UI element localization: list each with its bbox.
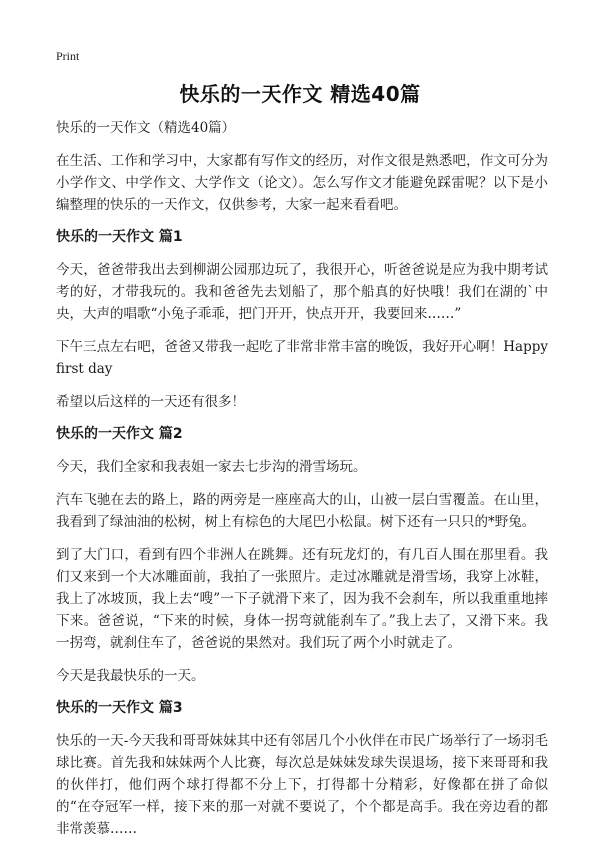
paragraph: 今天，爸爸带我出去到柳湖公园那边玩了，我很开心，听爸爸说是应为我中期考试考的好，才带我玩的。我和爸爸先去划船了，那个船真的好快哦！我们在湖的`中央，大声的唱歌“小兔子乖乖，把门开开，快点开开，我要回来……” bbox=[56, 262, 548, 322]
paragraph: 今天是我最快乐的一天。 bbox=[56, 668, 205, 684]
section-heading-3: 快乐的一天作文 篇3 bbox=[56, 700, 183, 716]
print-label[interactable]: Print bbox=[56, 49, 80, 63]
document-subtitle: 快乐的一天作文（精选40篇） bbox=[56, 120, 236, 136]
document-body bbox=[56, 118, 548, 851]
section-heading-1: 快乐的一天作文 篇1 bbox=[56, 229, 183, 245]
paragraph: 今天，我们全家和我表姐一家去七步沟的滑雪场玩。 bbox=[56, 459, 367, 475]
paragraph: 汽车飞驰在去的路上，路的两旁是一座座高大的山，山被一层白雪覆盖。在山里，我看到了绿油油的松树，树上有棕色的大尾巴小松鼠。树下还有一只只的*野兔。 bbox=[56, 492, 548, 530]
paragraph: 希望以后这样的一天还有很多！ bbox=[56, 394, 245, 410]
document-title: 快乐的一天作文 精选40篇 bbox=[179, 82, 421, 106]
section-heading-2: 快乐的一天作文 篇2 bbox=[56, 426, 183, 442]
paragraph: 快乐的一天-今天我和哥哥妹妹其中还有邻居几个小伙伴在市民广场举行了一场羽毛球比赛。首先我和妹妹两个人比赛，每次总是妹妹发球失误退场，接下来哥哥和我的伙伴打，他们两个球打得都不分上下，打得都十分精彩，好像都在拼了命似的“在夺冠军一样，接下来的那一对就不要说了，个个都是高手。我在旁边看的都非常羡慕…… bbox=[56, 733, 548, 837]
paragraph: 到了大门口，看到有四个非洲人在跳舞。还有玩龙灯的，有几百人围在那里看。我们又来到一个大冰雕面前，我拍了一张照片。走过冰雕就是滑雪场，我穿上冰鞋，我上了冰坡顶，我上去“嗖”一下子就滑下来了，因为我不会刹车，所以我重重地摔下来。爸爸说，“下来的时候，身体一拐弯就能刹车了。”我上去了，又滑下来。我一拐弯，就刹住车了，爸爸说的果然对。我们玩了两个小时就走了。 bbox=[56, 547, 548, 651]
paragraph: 下午三点左右吧，爸爸又带我一起吃了非常非常丰富的晚饭，我好开心啊！Happy first day bbox=[56, 339, 548, 377]
intro-paragraph: 在生活、工作和学习中，大家都有写作文的经历，对作文很是熟悉吧，作文可分为小学作文、中学作文、大学作文（论文）。怎么写作文才能避免踩雷呢？以下是小编整理的快乐的一天作文，仅供参考，大家一起来看看吧。 bbox=[56, 153, 548, 213]
